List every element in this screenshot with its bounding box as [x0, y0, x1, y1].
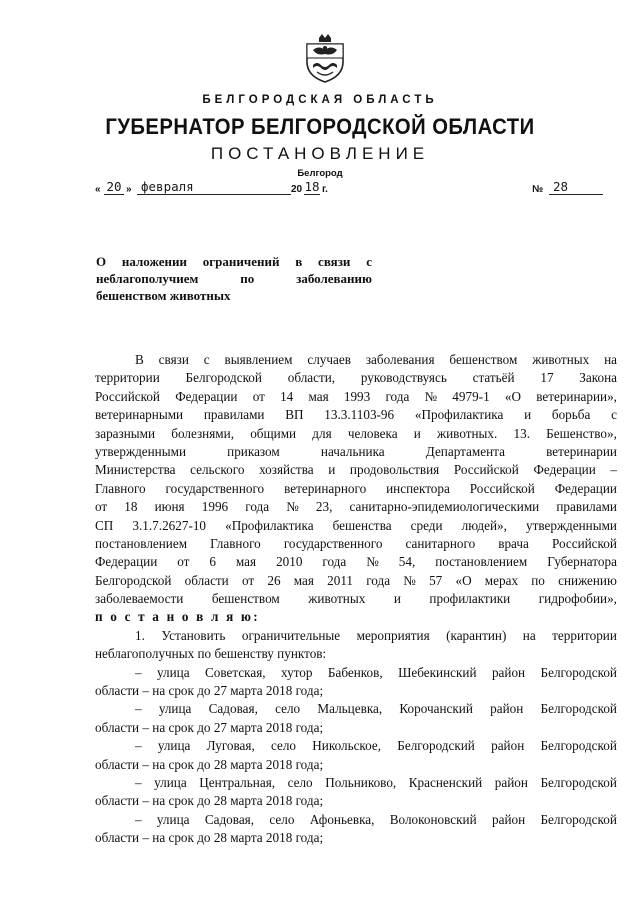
- body-word: от: [241, 572, 255, 588]
- body-line: [95, 756, 617, 774]
- body-word: 2011: [327, 572, 354, 588]
- date-quote-close: »: [126, 184, 132, 195]
- title-word: по: [240, 271, 255, 286]
- body-word: людей»,: [461, 517, 507, 533]
- body-word: улица: [154, 774, 187, 790]
- title-word: неблагополучием: [96, 271, 199, 286]
- title-word: с: [366, 254, 372, 269]
- body-line: [95, 719, 617, 737]
- body-word: статьёй: [472, 370, 515, 386]
- body-word: заболевания: [365, 352, 435, 367]
- body-word: сельского: [190, 462, 245, 478]
- city-label: Белгород: [297, 168, 343, 179]
- body-word: В: [135, 352, 144, 367]
- body-word: «Профилактика: [414, 407, 504, 423]
- body-line: [95, 388, 617, 406]
- body-word: с: [203, 352, 210, 367]
- date-number-line: [95, 179, 600, 197]
- body-word: июня: [154, 499, 185, 515]
- body-word: №: [403, 572, 416, 588]
- body-word: случаев: [307, 352, 351, 367]
- body-word: Волоконовский: [389, 811, 477, 827]
- body-word: ограничительные: [241, 627, 341, 643]
- body-word: утвержденными: [95, 443, 187, 459]
- body-word: Федерации: [554, 480, 617, 496]
- body-word: Белгородской: [540, 811, 617, 827]
- region-heading: БЕЛГОРОДСКАЯ ОБЛАСТЬ: [202, 94, 438, 106]
- body-word: село: [287, 774, 313, 790]
- body-line: [95, 645, 617, 663]
- body-word: области,: [287, 370, 336, 386]
- body-line: [95, 627, 617, 645]
- body-word: «О: [504, 388, 521, 404]
- body-word: Мальцевка,: [317, 701, 383, 717]
- document-number: 28: [549, 179, 603, 195]
- body-word: Белгородской: [185, 370, 262, 386]
- body-word: ветеринарии»,: [536, 388, 617, 404]
- title-word: связи: [318, 254, 351, 269]
- body-word: улица: [157, 664, 190, 680]
- date-year-unit: г.: [322, 184, 328, 195]
- body-word: мая: [293, 572, 314, 588]
- body-word: и: [524, 407, 532, 423]
- date-year-suffix: 18: [304, 179, 320, 194]
- body-line: [95, 792, 617, 810]
- body-word: 17: [540, 370, 554, 386]
- body-line: [95, 664, 617, 682]
- body-word: утвержденными: [525, 517, 617, 533]
- body-word: –: [135, 738, 142, 754]
- document-number-label: №: [532, 184, 544, 195]
- body-word: улица: [158, 701, 192, 717]
- body-word: Департамента: [425, 443, 505, 459]
- body-line: [95, 572, 617, 590]
- coat-of-arms-emblem: [303, 32, 347, 84]
- body-word: Бабенков,: [327, 664, 383, 680]
- governor-heading: ГУБЕРНАТОР БЕЛГОРОДСКОЙ ОБЛАСТИ: [105, 114, 535, 139]
- body-word: район: [494, 774, 528, 790]
- title-word: заболеванию: [296, 271, 372, 286]
- body-word: болезнями,: [171, 425, 234, 441]
- body-line: [95, 811, 617, 829]
- body-word: и: [393, 591, 401, 607]
- body-word: п о с т а н о в л я ю:: [95, 609, 260, 625]
- body-word: связи: [158, 352, 189, 367]
- body-word: Федерации: [175, 388, 238, 404]
- body-word: постановлением: [95, 535, 188, 551]
- body-word: продовольствия: [349, 462, 440, 478]
- body-line: [95, 737, 617, 755]
- body-word: Белгородской: [540, 738, 617, 754]
- body-word: бешенства: [332, 517, 392, 533]
- body-word: Бешенство»,: [546, 425, 617, 441]
- body-line: [95, 406, 617, 424]
- body-word: СП: [95, 517, 114, 533]
- body-word: Федерации: [95, 554, 158, 570]
- title-word: О: [96, 254, 107, 269]
- body-word: мерах: [484, 572, 519, 588]
- date-month: февраля: [137, 179, 291, 195]
- body-word: улица: [156, 811, 190, 827]
- body-word: начальника: [320, 443, 385, 459]
- date-century: 20: [291, 184, 303, 195]
- body-word: на: [604, 352, 617, 367]
- body-word: территории: [95, 370, 160, 386]
- body-word: заразными: [95, 425, 156, 441]
- title-word: наложении: [121, 254, 187, 269]
- body-word: 1.: [135, 627, 145, 643]
- body-word: хутор: [281, 664, 313, 680]
- body-word: Российской: [469, 480, 535, 496]
- body-line: [95, 700, 617, 718]
- body-word: инспектора: [386, 480, 450, 496]
- body-word: село: [270, 738, 297, 754]
- body-word: мая: [308, 388, 329, 404]
- body-word: село: [269, 811, 295, 827]
- body-word: ветеринарного: [284, 480, 367, 496]
- body-word: области: [184, 572, 229, 588]
- body-word: 57: [429, 572, 443, 588]
- body-word: и: [328, 462, 336, 478]
- body-word: район: [490, 701, 524, 717]
- body-word: ВП: [285, 407, 304, 423]
- title-word: в: [295, 254, 303, 269]
- body-line: [95, 829, 617, 847]
- body-line: [95, 425, 617, 443]
- body-line: [95, 682, 617, 700]
- body-line: [95, 369, 617, 387]
- body-word: –: [610, 462, 617, 478]
- body-line: [95, 608, 617, 626]
- body-word: Главного: [95, 480, 146, 496]
- body-word: территории: [552, 627, 617, 643]
- body-word: –: [135, 811, 142, 827]
- body-word: Садовая,: [208, 701, 258, 717]
- body-word: 1993: [343, 388, 371, 404]
- body-line: [95, 480, 617, 498]
- body-word: Корочанский: [399, 701, 473, 717]
- body-word: правилами: [203, 407, 265, 423]
- body-word: мероприятия: [356, 627, 430, 643]
- body-word: 3.1.7.2627-10: [132, 517, 207, 533]
- body-word: на: [522, 627, 536, 643]
- body-word: руководствуясь: [360, 370, 447, 386]
- body-word: район: [491, 664, 526, 680]
- body-word: Федерации: [533, 462, 596, 478]
- body-line: [95, 498, 617, 516]
- body-line: [95, 774, 617, 792]
- body-word: Российской: [453, 462, 519, 478]
- body-word: санитарного: [405, 535, 476, 551]
- body-word: Афоньевка,: [309, 811, 375, 827]
- body-word: Советская,: [205, 664, 266, 680]
- body-word: Никольское,: [312, 738, 382, 754]
- body-word: года: [322, 554, 347, 570]
- body-word: 26: [267, 572, 281, 588]
- body-word: –: [135, 701, 142, 717]
- body-word: области – на срок до 28 марта 2018 года;: [95, 793, 324, 809]
- body-line: [95, 461, 617, 479]
- body-word: 14: [280, 388, 294, 404]
- title-word: бешенством животных: [96, 288, 231, 303]
- body-word: и: [413, 425, 421, 441]
- body-word: Белгородской: [540, 774, 617, 790]
- body-word: области – на срок до 28 марта 2018 года;: [95, 830, 324, 846]
- body-word: 2010: [276, 554, 303, 570]
- body-word: от: [252, 388, 265, 404]
- body-word: бешенством: [211, 591, 280, 607]
- body-word: улица: [157, 738, 191, 754]
- body-word: Белгородский: [397, 738, 475, 754]
- body-word: Белгородской: [540, 664, 617, 680]
- body-word: ветеринарии: [546, 443, 617, 459]
- body-word: бешенством: [449, 352, 518, 367]
- body-word: –: [135, 774, 142, 790]
- body-word: Красненский: [408, 774, 483, 790]
- body-word: 1996: [201, 499, 229, 515]
- body-word: 54,: [398, 554, 416, 570]
- title-line: [96, 253, 372, 270]
- date-quote-open: «: [95, 184, 101, 195]
- body-word: санитарно-эпидемиологическими: [349, 499, 540, 515]
- body-word: №: [366, 554, 379, 570]
- body-word: Шебекинский: [398, 664, 477, 680]
- document-body: [95, 351, 617, 848]
- body-word: государственного: [283, 535, 383, 551]
- body-line: [95, 553, 617, 571]
- body-word: животных: [532, 352, 590, 367]
- body-word: правилами: [556, 499, 617, 515]
- body-word: животных.: [437, 425, 498, 441]
- body-word: снижению: [558, 572, 617, 588]
- body-word: общими: [250, 425, 297, 441]
- body-word: 6: [209, 554, 216, 570]
- body-word: Главного: [210, 535, 261, 551]
- body-word: Установить: [161, 627, 226, 643]
- body-word: государственного: [165, 480, 265, 496]
- title-line: [96, 270, 372, 287]
- body-word: 4979-1: [452, 388, 490, 404]
- body-word: области – на срок до 27 марта 2018 года;: [95, 719, 324, 735]
- body-word: район: [491, 738, 525, 754]
- body-word: село: [275, 701, 301, 717]
- body-word: (карантин): [446, 627, 507, 643]
- body-word: «Профилактика: [225, 517, 314, 533]
- body-line: [95, 535, 617, 553]
- body-word: постановлением: [435, 554, 528, 570]
- body-word: заболеваемости: [95, 591, 184, 607]
- body-word: неблагополучных по бешенству пунктов:: [95, 646, 327, 662]
- body-word: Российской: [95, 388, 160, 404]
- body-word: –: [135, 664, 142, 680]
- body-word: врача: [498, 535, 529, 551]
- body-word: 18: [124, 499, 138, 515]
- body-word: области – на срок до 27 марта 2018 года;: [95, 683, 324, 699]
- body-word: по: [531, 572, 545, 588]
- body-word: 13.: [513, 425, 530, 441]
- body-word: от: [95, 499, 108, 515]
- body-word: с: [611, 407, 617, 423]
- body-line: [95, 351, 617, 369]
- body-word: выявлением: [224, 352, 293, 367]
- body-word: хозяйства: [259, 462, 314, 478]
- body-word: Белгородской: [540, 701, 617, 717]
- body-word: район: [492, 811, 526, 827]
- body-line: [95, 590, 617, 608]
- document-type-heading: ПОСТАНОВЛЕНИЕ: [210, 144, 430, 163]
- body-word: мая: [235, 554, 257, 570]
- body-word: человека: [347, 425, 398, 441]
- body-word: Центральная,: [199, 774, 276, 790]
- body-word: Белгородской: [95, 572, 172, 588]
- title-word: ограничений: [202, 254, 280, 269]
- body-word: года: [245, 499, 270, 515]
- body-word: ветеринарными: [95, 407, 184, 423]
- body-word: 23,: [315, 499, 333, 515]
- body-word: года: [366, 572, 391, 588]
- body-word: Польниково,: [325, 774, 397, 790]
- date-day: 20: [104, 179, 124, 195]
- body-word: профилактики: [429, 591, 511, 607]
- body-word: Садовая,: [204, 811, 255, 827]
- body-word: №: [286, 499, 299, 515]
- document-title: [96, 253, 372, 304]
- body-word: Луговая,: [206, 738, 255, 754]
- body-word: №: [424, 388, 438, 404]
- body-word: борьба: [551, 407, 591, 423]
- body-word: Губернатора: [547, 554, 617, 570]
- body-word: приказом: [227, 443, 280, 459]
- body-word: «О: [455, 572, 472, 588]
- body-word: Закона: [579, 370, 617, 386]
- body-word: гидрофобии»,: [538, 591, 617, 607]
- body-word: от: [177, 554, 190, 570]
- body-line: [95, 443, 617, 461]
- body-word: Министерства: [95, 462, 176, 478]
- body-word: Российской: [551, 535, 617, 551]
- body-word: года: [385, 388, 410, 404]
- body-line: [95, 517, 617, 535]
- body-word: среди: [410, 517, 443, 533]
- body-word: животных: [308, 591, 366, 607]
- body-word: для: [312, 425, 332, 441]
- body-word: 13.3.1103-96: [324, 407, 395, 423]
- title-line: [96, 287, 372, 304]
- body-word: области – на срок до 28 марта 2018 года;: [95, 756, 324, 772]
